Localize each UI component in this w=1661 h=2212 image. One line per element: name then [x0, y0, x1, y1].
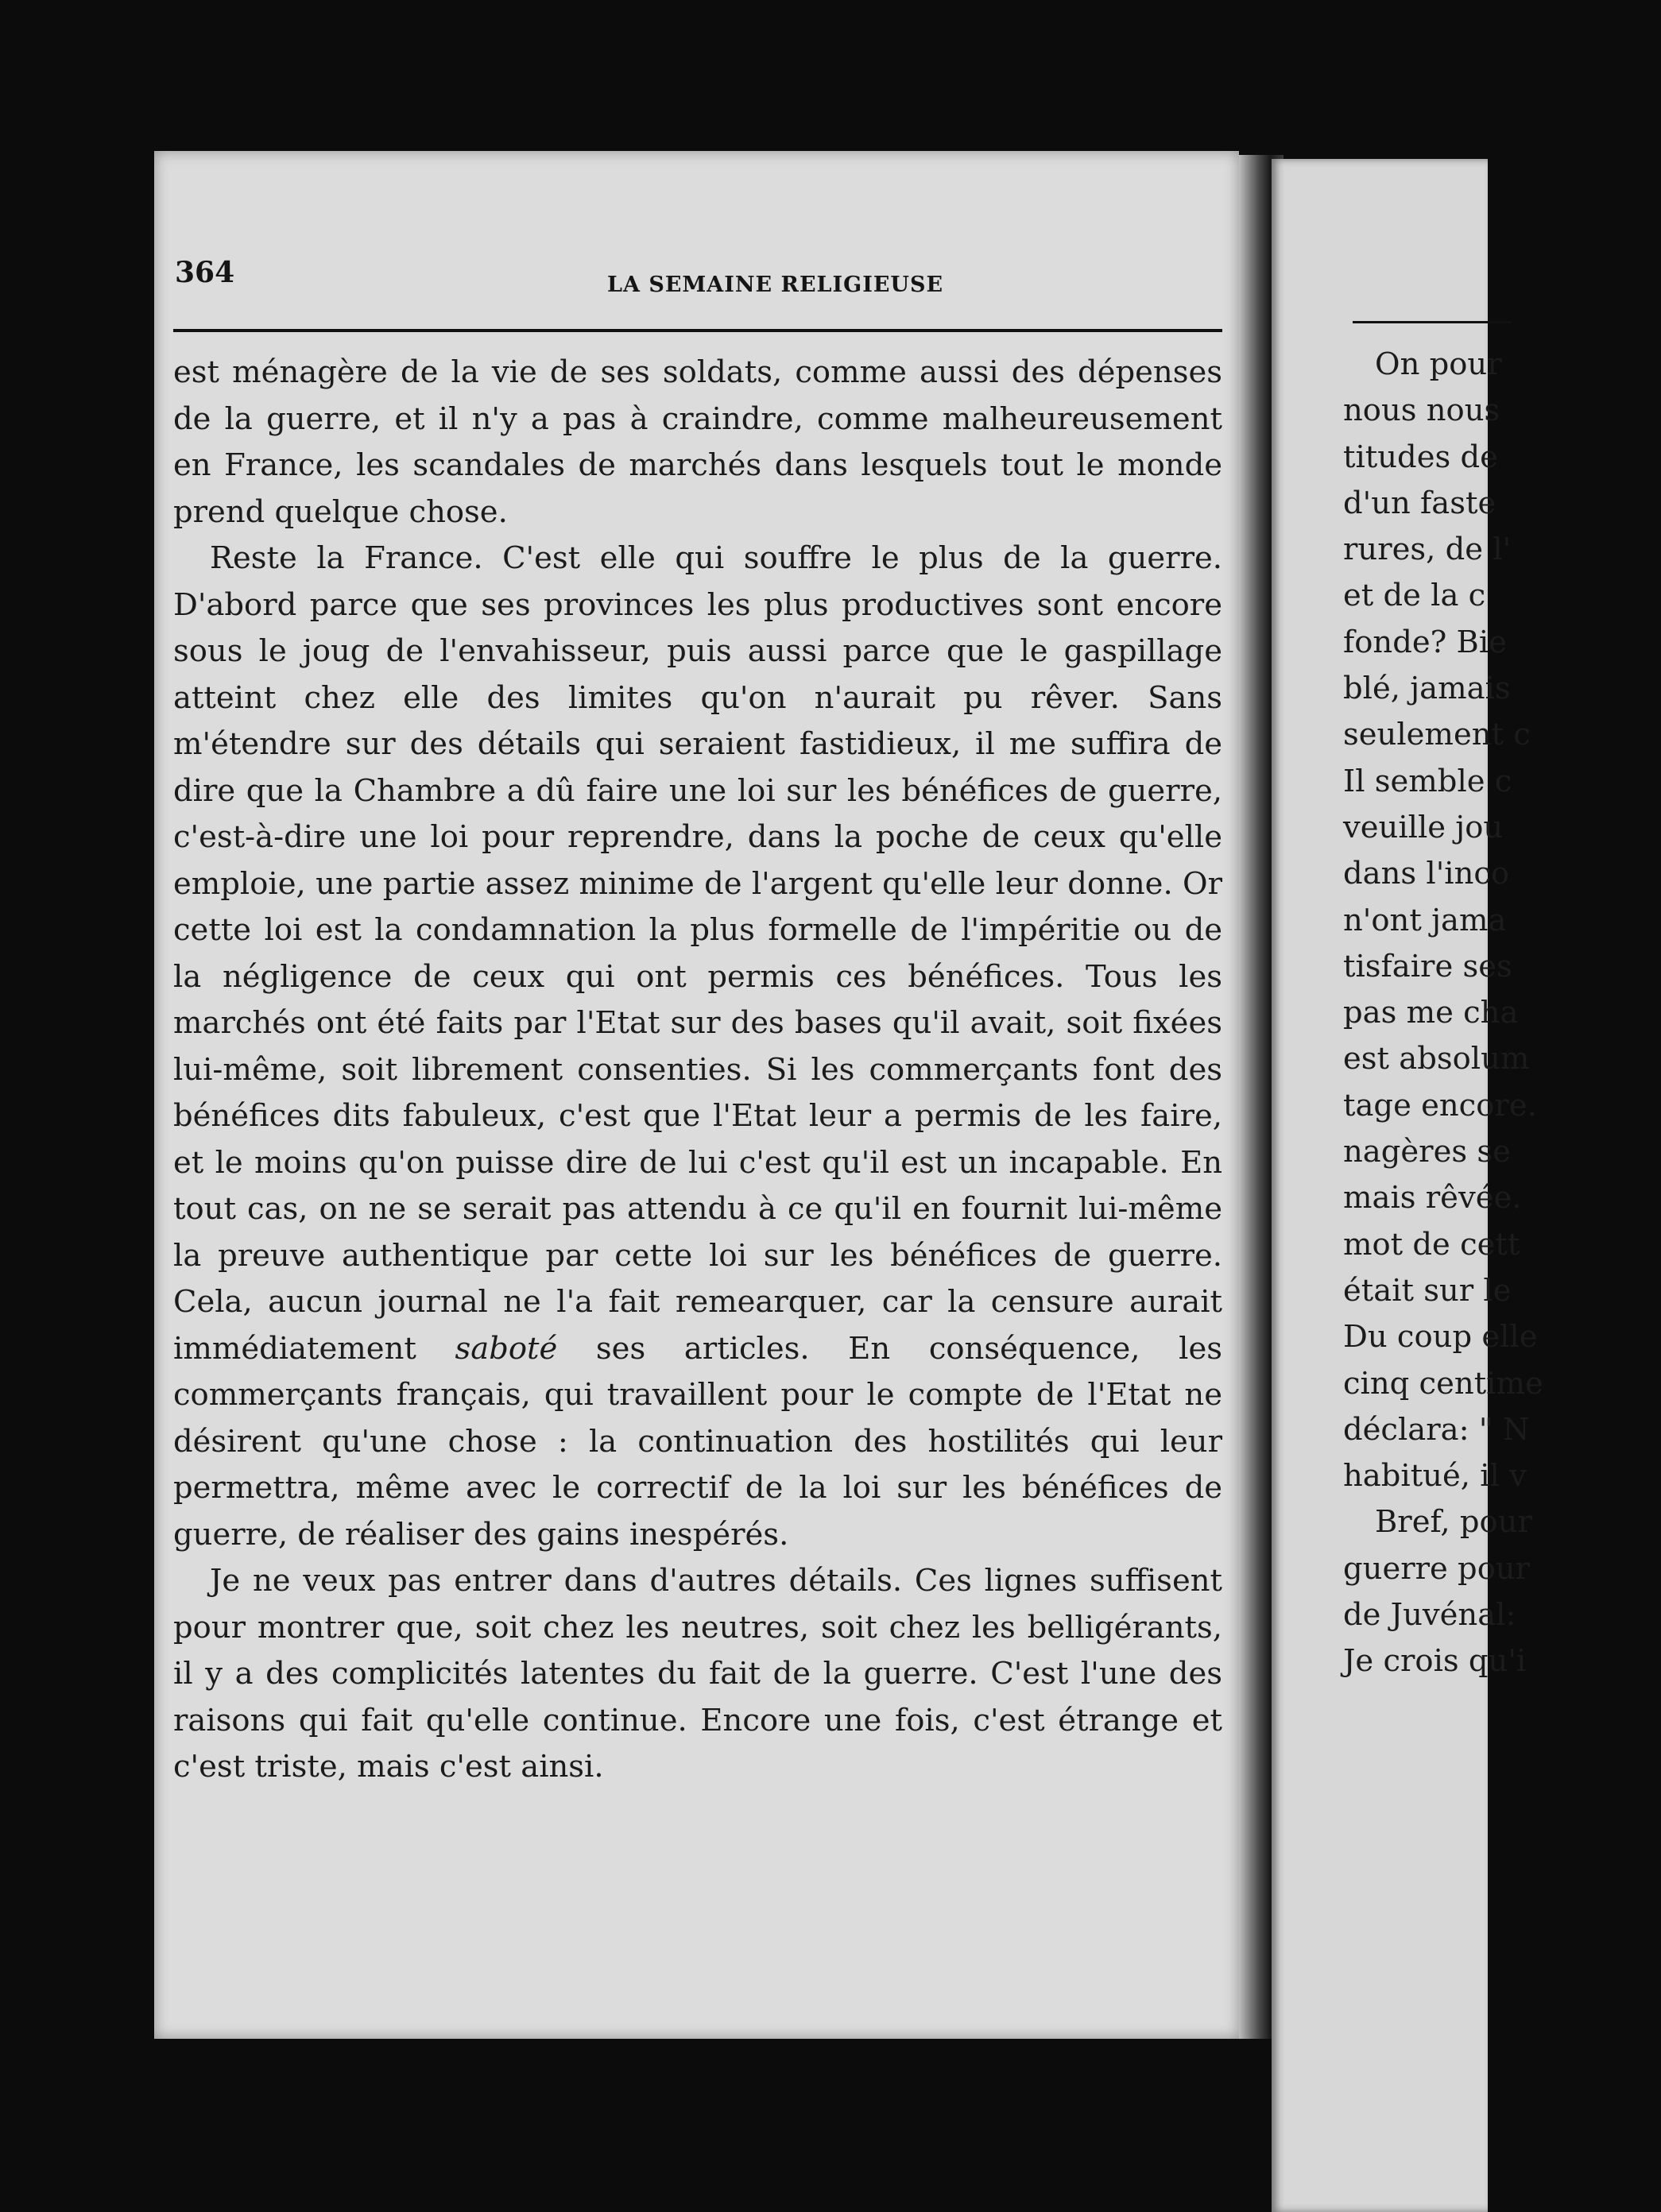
- right-line: de Juvénal:: [1343, 1597, 1516, 1634]
- paragraph-text: ses articles. En conséquence, les commerçants français, qui travaillent pour le compte de l'Etat ne désirent qu'une chose : la continuation des hostilités qui leur permettra, même avec le correctif de la loi sur les bénéfices de guerre, de réaliser des gains inespérés.: [173, 1330, 1222, 1553]
- right-line: tisfaire ses: [1343, 948, 1512, 984]
- right-line: nagères se: [1343, 1134, 1511, 1170]
- right-line: mais rêvée.: [1343, 1180, 1522, 1216]
- right-line: nous nous: [1343, 393, 1500, 429]
- right-line: cinq centime: [1343, 1365, 1543, 1402]
- right-line: est absolum: [1343, 1041, 1530, 1077]
- article-body: [173, 350, 1222, 1791]
- right-line: dans l'inco: [1343, 856, 1510, 892]
- header-rule: [173, 329, 1222, 332]
- right-line: et de la c: [1343, 578, 1486, 614]
- right-line: veuille jou: [1343, 809, 1504, 845]
- right-line: titudes de: [1343, 439, 1498, 475]
- right-line: fonde? Bie: [1343, 624, 1507, 660]
- right-line: Je crois qu'i: [1343, 1643, 1527, 1680]
- right-line: d'un faste: [1343, 485, 1496, 521]
- right-line: seulement c: [1343, 717, 1531, 753]
- page-number: 364: [175, 256, 235, 289]
- right-line: blé, jamais: [1343, 671, 1511, 707]
- right-page: [1272, 159, 1543, 2212]
- right-line: Il semble c: [1343, 763, 1512, 799]
- italic-word: saboté: [455, 1330, 558, 1367]
- right-line: tage encore.: [1343, 1087, 1537, 1123]
- paragraph-text: Reste la France. C'est elle qui souffre le plus de la guerre. D'abord parce que ses provinces les plus productives sont encore sous le joug de l'envahisseur, puis aussi parce que le gaspillage atteint chez elle des limites qu'on n'aurait pu rêver. Sans m'étendre sur des détails qui seraient fastidieux, il me suffira de dire que la Chambre a dû faire une loi sur les bénéfices de guerre, c'est-à-dire une loi pour reprendre, dans la poche de ceux qu'elle emploie, une partie assez minime de l'argent qu'elle leur donne. Or cette loi est la condamnation la plus formelle de l'impéritie ou de la négligence de ceux qui ont permis ces bénéfices. Tous les marchés ont été faits par l'Etat sur des bases qu'il avait, soit fixées lui-même, soit librement consenties. Si les commerçants font des bénéfices dits fabuleux, c'est que l'Etat leur a permis de les faire, et le moins qu'on puisse dire de lui c'est qu'il est un incapable. En tout cas, on ne se serait pas attendu à ce qu'il en fournit lui-même la preuve authentique par cette loi sur les bénéfices de guerre. Cela, aucun journal ne l'a fait remearquer, car la censure aurait immédiatement: [173, 540, 1222, 1367]
- right-line: mot de cett: [1343, 1226, 1520, 1263]
- paragraph: est ménagère de la vie de ses soldats, comme aussi des dépenses de la guerre, et il n'y a pas à craindre, comme malheureusement en France, les scandales de marchés dans lesquels tout le monde prend quelque chose.: [173, 354, 1222, 530]
- paragraph: [173, 536, 1222, 1558]
- right-line: Bref, pour: [1375, 1504, 1532, 1541]
- paragraph: Je ne veux pas entrer dans d'autres détails. Ces lignes suffisent pour montrer que, soit chez les neutres, soit chez les belligérants, il y a des complicités latentes du fait de la guerre. C'est l'une des raisons qui fait qu'elle continue. Encore une fois, c'est étrange et c'est triste, mais c'est ainsi.: [173, 1563, 1222, 1785]
- right-line: déclara: " N: [1343, 1411, 1530, 1448]
- right-line: habitué, il v: [1343, 1458, 1527, 1495]
- right-line: On pour: [1375, 346, 1502, 382]
- right-header-rule: [1353, 321, 1512, 323]
- right-page-text: [1343, 342, 1661, 1685]
- right-line: rures, de l': [1343, 532, 1512, 568]
- right-line: Du coup elle: [1343, 1319, 1538, 1355]
- right-line: pas me cha: [1343, 995, 1519, 1031]
- right-line: était sur le: [1343, 1272, 1512, 1309]
- running-title: LA SEMAINE RELIGIEUSE: [607, 273, 944, 297]
- right-line: n'ont jama: [1343, 902, 1507, 938]
- right-line: guerre pour: [1343, 1550, 1531, 1587]
